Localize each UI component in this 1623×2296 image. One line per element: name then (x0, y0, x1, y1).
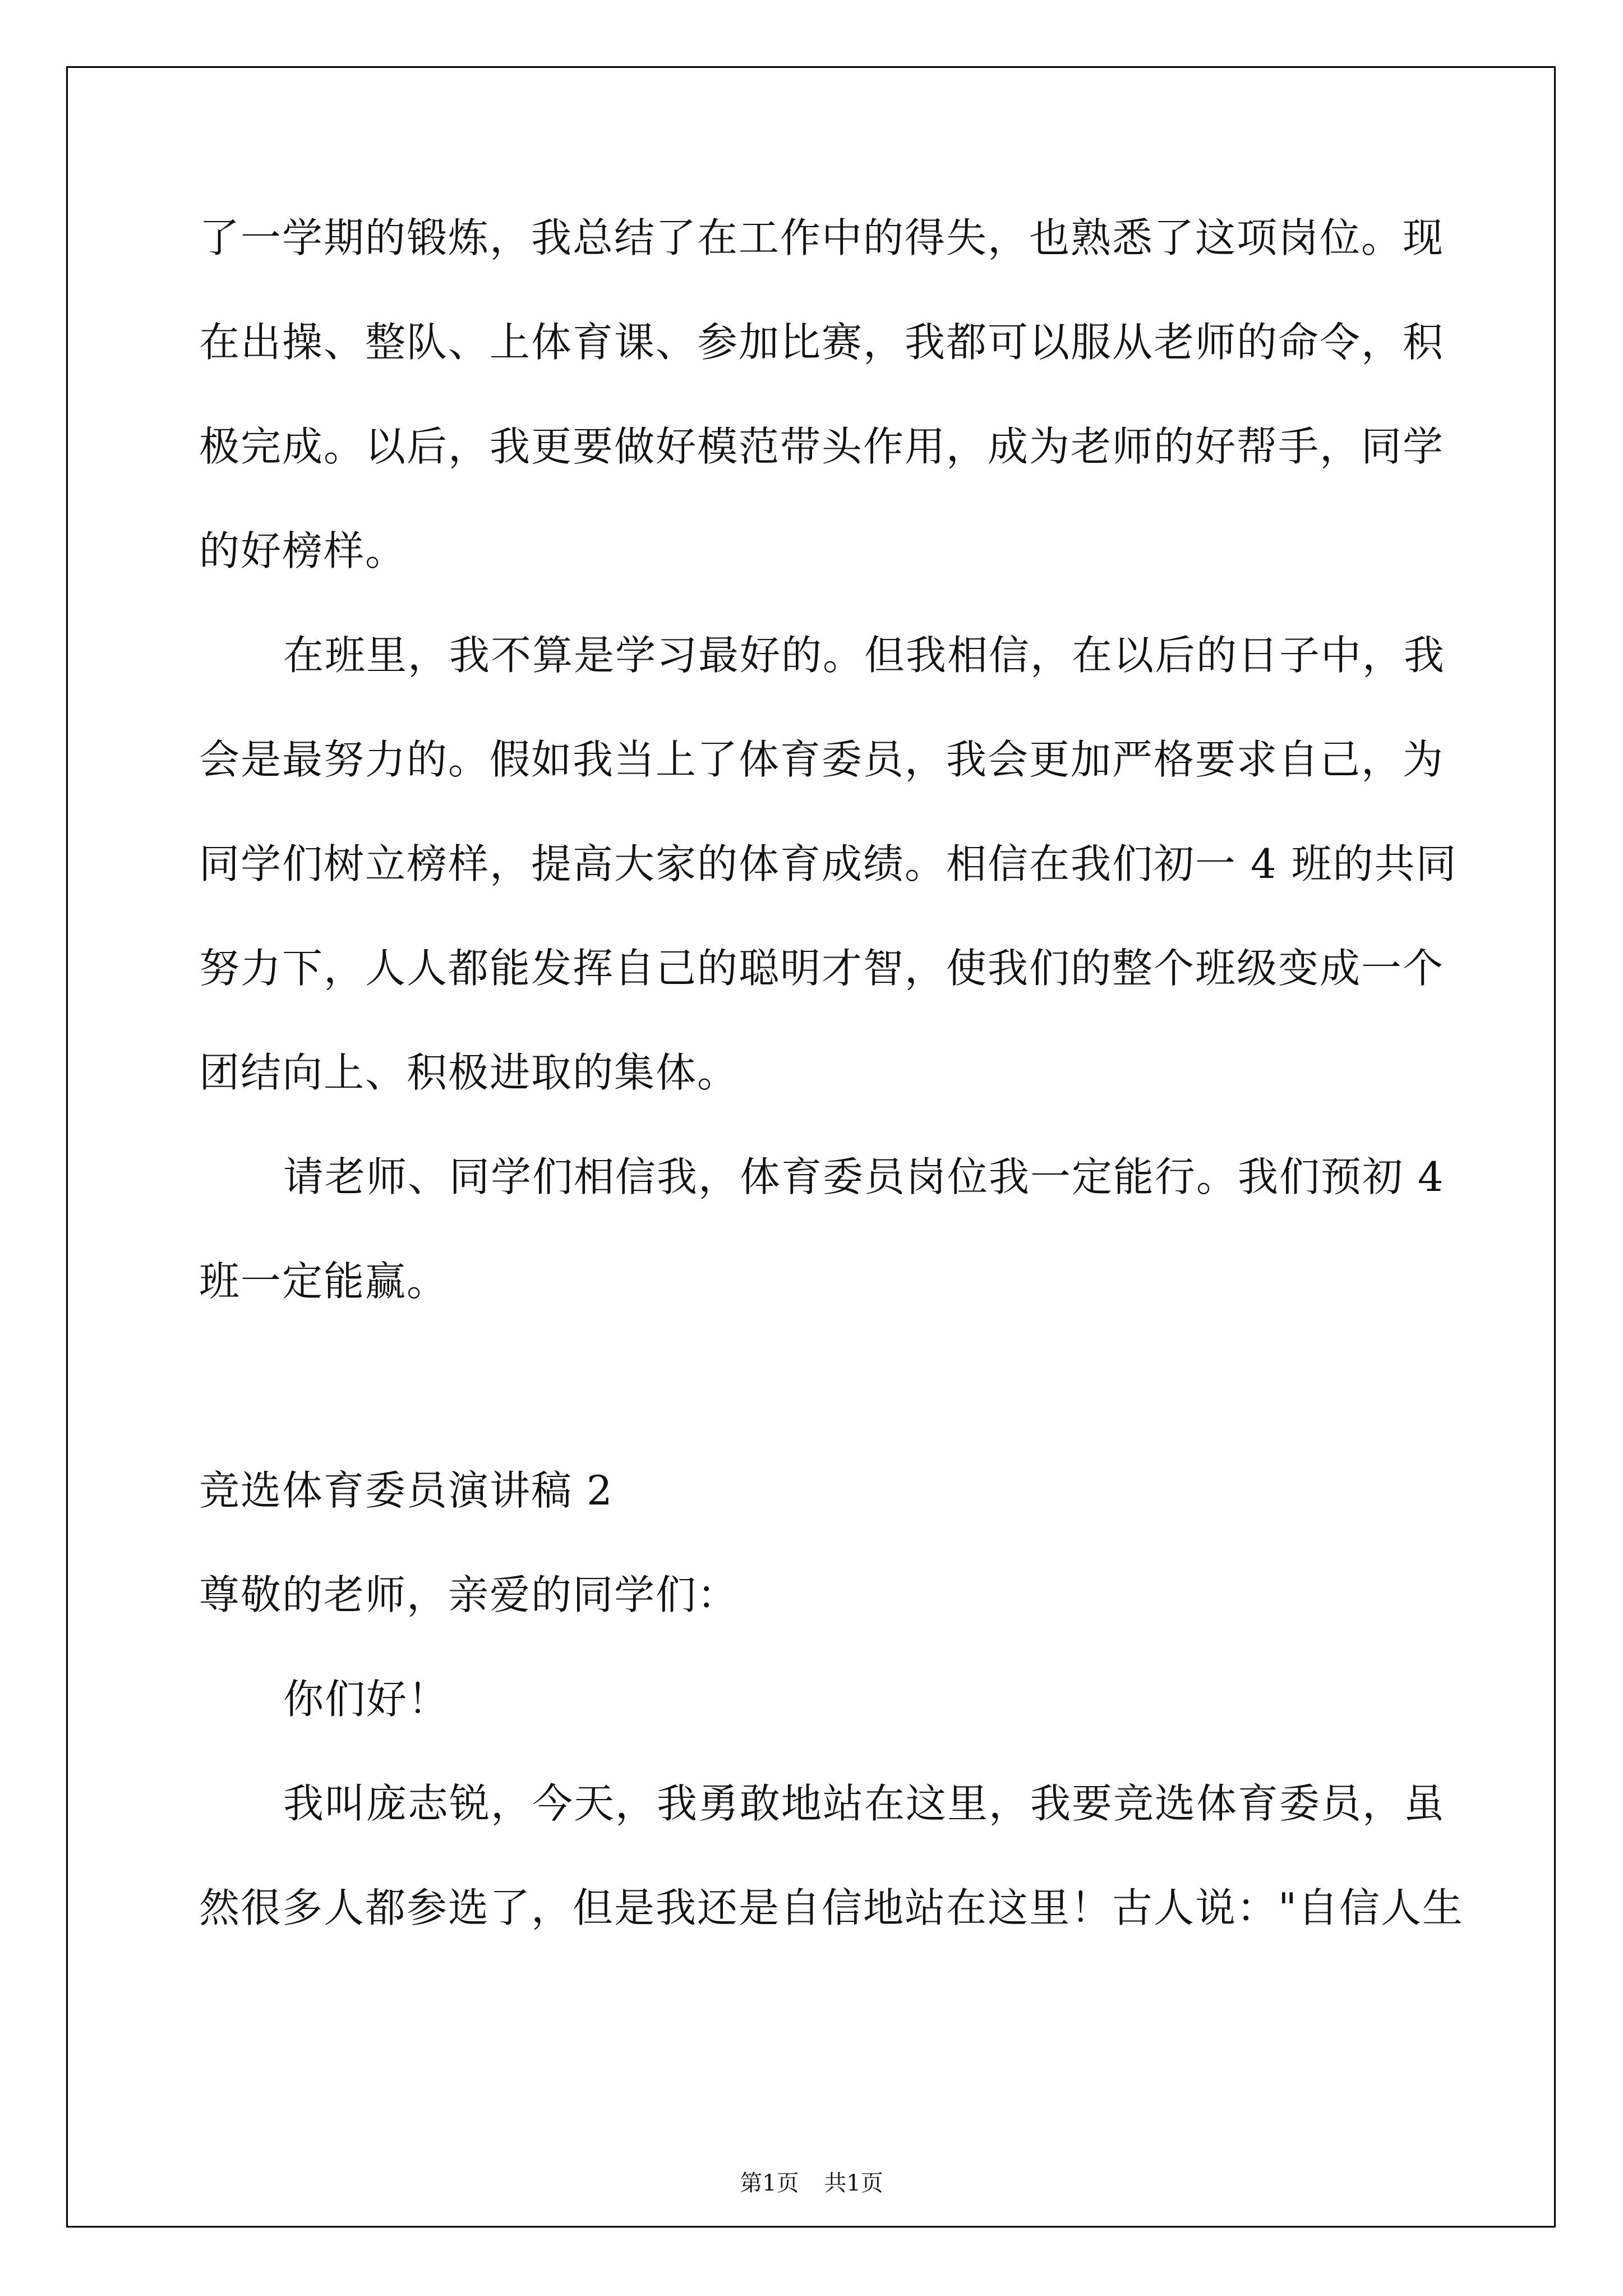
section-heading: 竞选体育委员演讲稿 2 (199, 1467, 614, 1514)
salutation: 尊敬的老师，亲爱的同学们： (199, 1571, 739, 1618)
greeting: 你们好！ (283, 1676, 450, 1723)
paragraph-line: 在出操、整队、上体育课、参加比赛，我都可以服从老师的命令，积 (199, 319, 1445, 366)
paragraph-line: 的好榜样。 (199, 527, 407, 574)
page-footer (0, 2165, 1623, 2197)
page-number: 第1页 (740, 2170, 799, 2196)
paragraph-line: 极完成。以后，我更要做好模范带头作用，成为老师的好帮手，同学 (199, 423, 1445, 470)
paragraph-line: 努力下，人人都能发挥自己的聪明才智，使我们的整个班级变成一个 (199, 945, 1445, 992)
page-total: 共1页 (824, 2170, 883, 2196)
paragraph-line: 团结向上、积极进取的集体。 (199, 1049, 739, 1096)
paragraph-line: 我叫庞志锐，今天，我勇敢地站在这里，我要竞选体育委员，虽 (283, 1780, 1446, 1827)
paragraph-line: 班一定能赢。 (199, 1258, 449, 1305)
paragraph-line: 同学们树立榜样，提高大家的体育成绩。相信在我们初一 4 班的共同 (199, 840, 1458, 887)
document-body (199, 210, 1464, 1984)
paragraph-line: 会是最努力的。假如我当上了体育委员，我会更加严格要求自己，为 (199, 736, 1445, 783)
paragraph-line: 然很多人都参选了，但是我还是自信地站在这里！古人说："自信人生 (199, 1884, 1464, 1931)
paragraph-line: 请老师、同学们相信我，体育委员岗位我一定能行。我们预初 4 (283, 1153, 1445, 1200)
paragraph-line: 了一学期的锻炼，我总结了在工作中的得失，也熟悉了这项岗位。现 (199, 214, 1445, 261)
paragraph-line: 在班里，我不算是学习最好的。但我相信，在以后的日子中，我 (283, 632, 1446, 679)
